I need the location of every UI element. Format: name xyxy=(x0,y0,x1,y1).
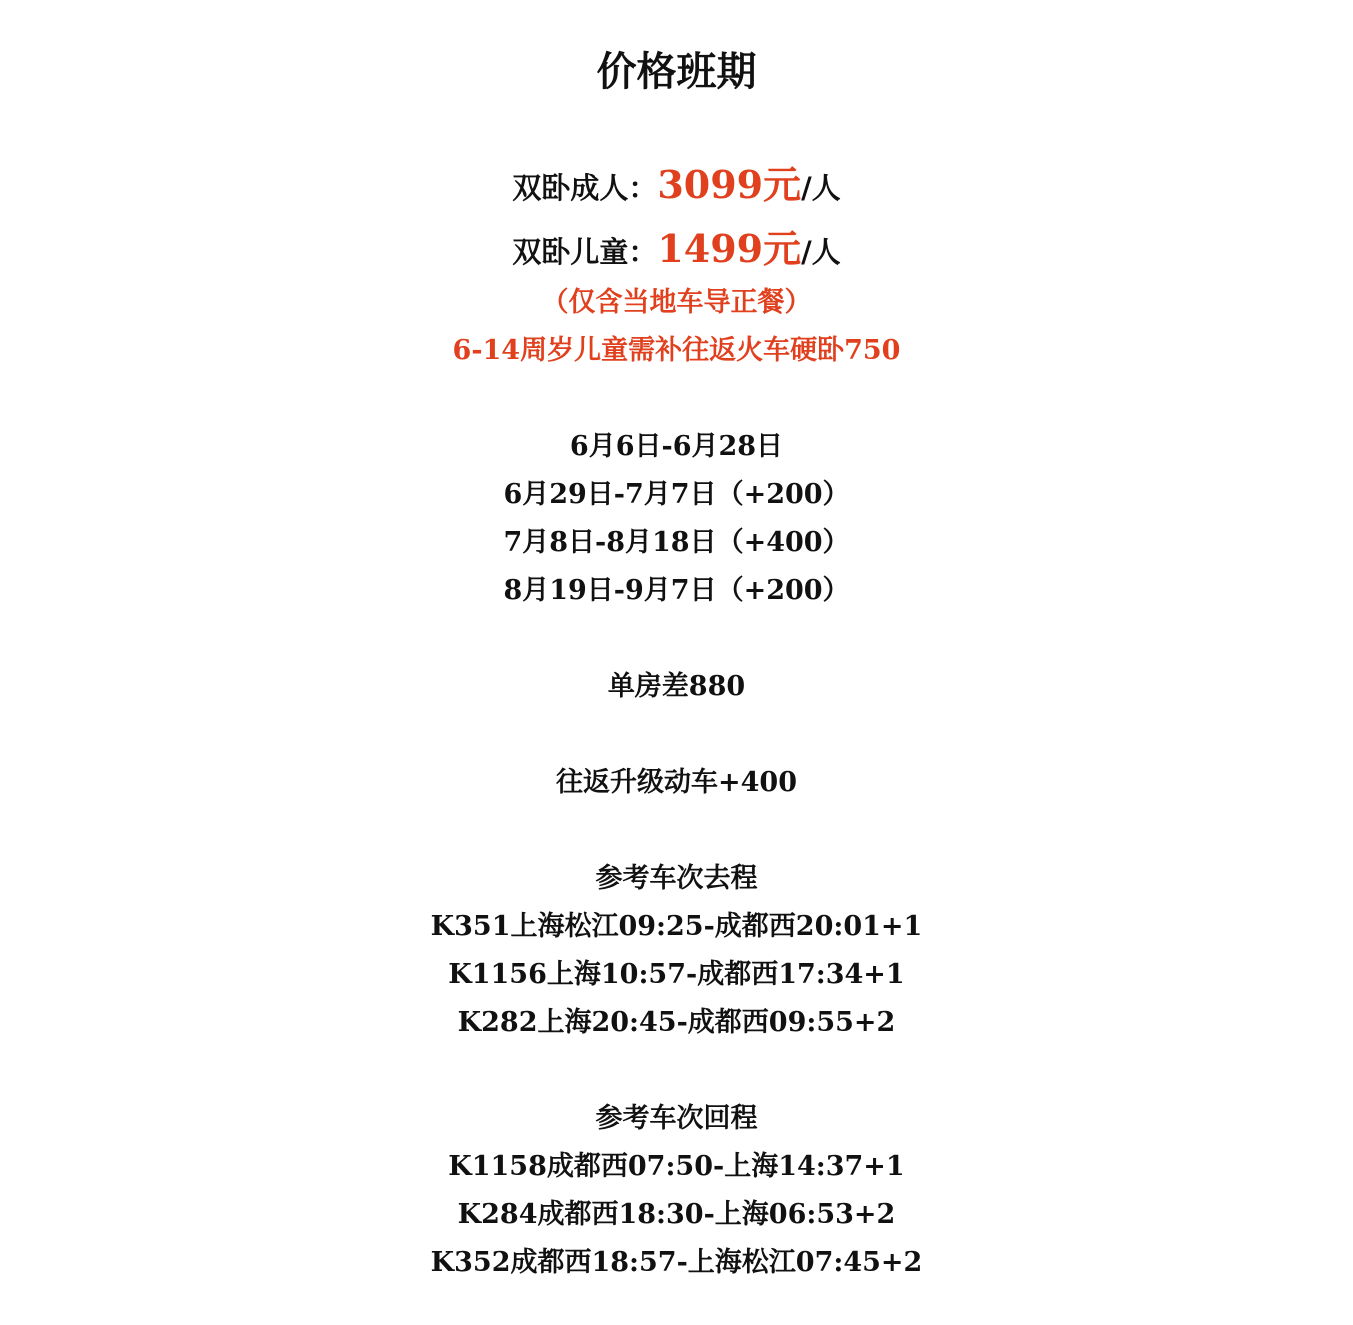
schedule-item: 7月8日-8月18日（+400） xyxy=(503,527,850,558)
schedule-item: 6月6日-6月28日 xyxy=(569,431,784,462)
adult-price-amount: 3099元 xyxy=(657,162,802,207)
schedule-item: 6月29日-7月7日（+200） xyxy=(503,479,850,510)
upgrade-note: 往返升级动车+400 xyxy=(556,767,797,798)
adult-price-unit: /人 xyxy=(801,171,841,205)
child-ticket-note: 6-14周岁儿童需补往返火车硬卧750 xyxy=(452,335,901,366)
return-title: 参考车次回程 xyxy=(595,1103,758,1134)
child-price-label: 双卧儿童： xyxy=(512,235,658,269)
schedule-item: 8月19日-9月7日（+200） xyxy=(503,575,850,606)
train-item: K352成都西18:57-上海松江07:45+2 xyxy=(430,1247,923,1278)
adult-price-line xyxy=(0,160,1353,213)
child-price-line xyxy=(0,224,1353,277)
meal-note: （仅含当地车导正餐） xyxy=(541,287,812,318)
train-item: K1156上海10:57-成都西17:34+1 xyxy=(448,959,905,990)
child-price-unit: /人 xyxy=(801,235,841,269)
train-item: K284成都西18:30-上海06:53+2 xyxy=(457,1199,896,1230)
train-item: K1158成都西07:50-上海14:37+1 xyxy=(448,1151,905,1182)
train-item: K282上海20:45-成都西09:55+2 xyxy=(457,1007,896,1038)
child-price-amount: 1499元 xyxy=(657,226,802,271)
page-title: 价格班期 xyxy=(596,49,757,95)
outbound-title: 参考车次去程 xyxy=(595,863,758,894)
single-room-supplement: 单房差880 xyxy=(607,671,746,702)
train-item: K351上海松江09:25-成都西20:01+1 xyxy=(430,911,923,942)
adult-price-label: 双卧成人： xyxy=(512,171,658,205)
